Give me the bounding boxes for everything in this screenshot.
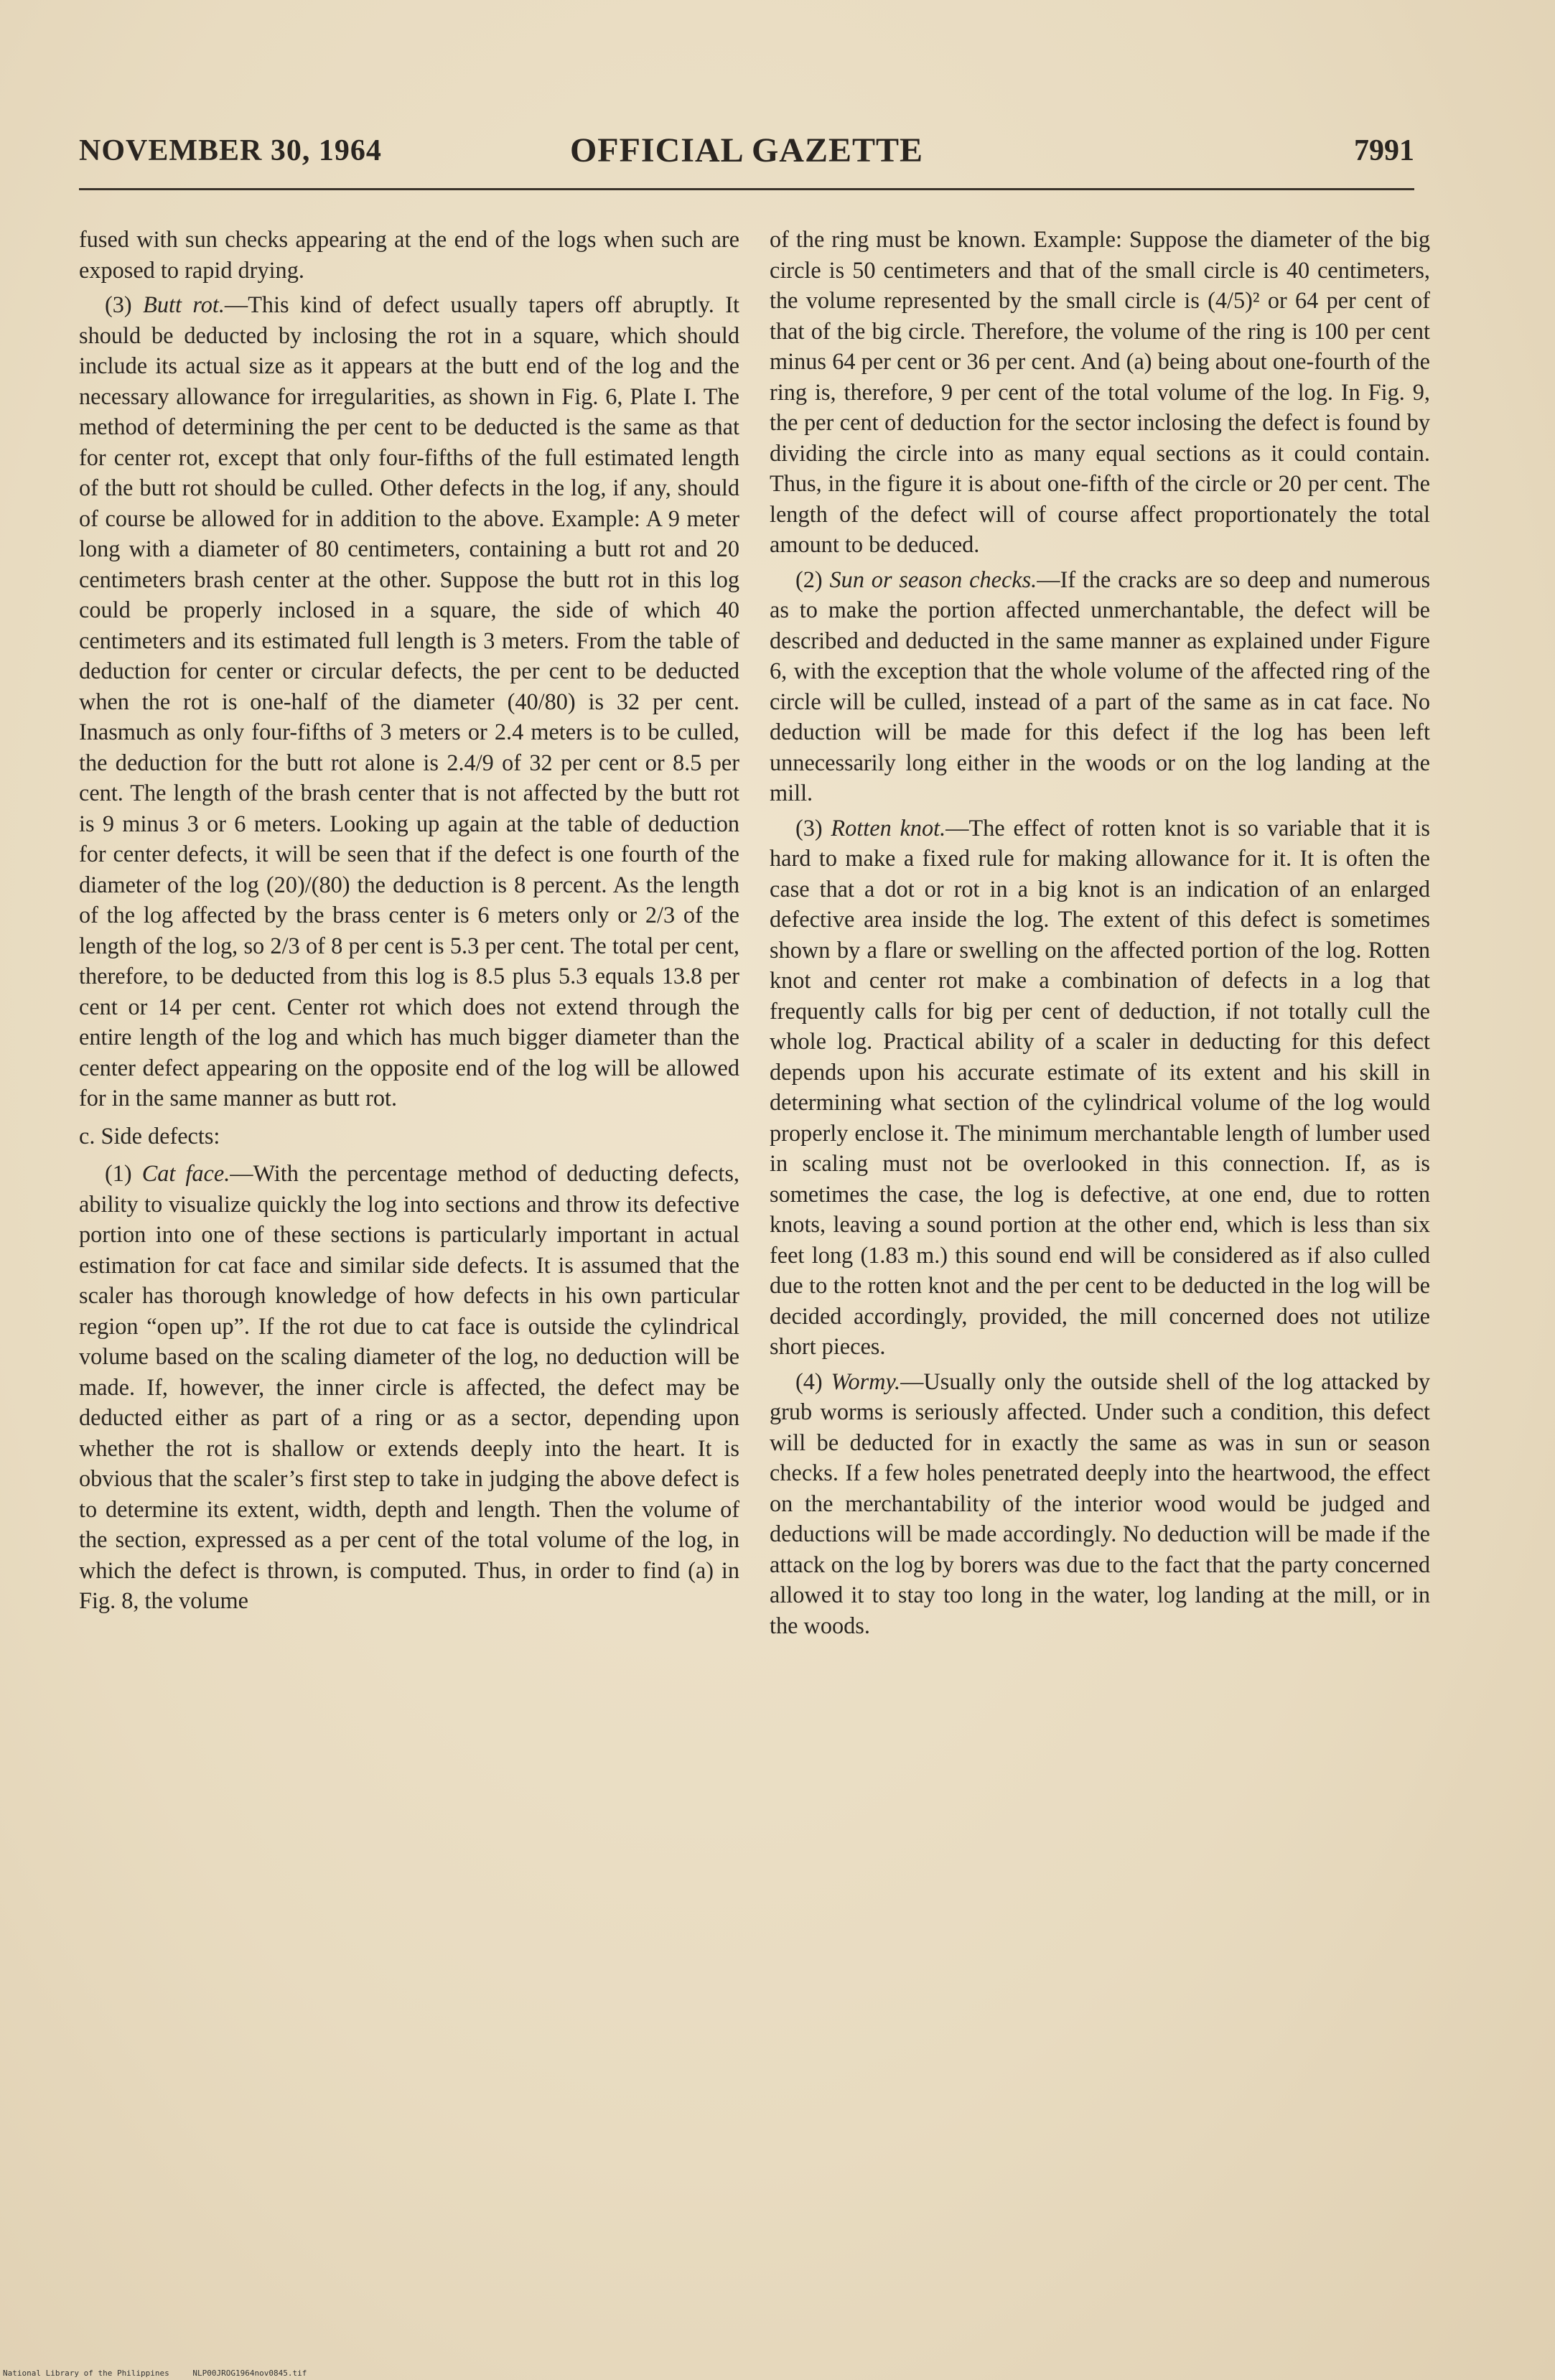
rotten-knot-heading: Rotten knot. [831, 814, 946, 841]
butt-rot-heading: Butt rot. [143, 291, 225, 317]
sun-checks-body: —If the cracks are so deep and numerous as to make the portion affected unmerchantable, the defect will be described and deducted in the same manner as explained under Figure 6, with the exception that the whole volume of the affected ring of the circle will be culled, instead of a part of the same as in cat face. No deduction will be made for this defect if the log has been left unnecessarily long either in the woods or on the log landing at the mill. [770, 566, 1431, 806]
page-header [79, 128, 1414, 178]
cat-face-paragraph [79, 1158, 739, 1616]
wormy-number: (4) [795, 1368, 831, 1394]
footer-library: National Library of the Philippines [3, 2369, 169, 2378]
butt-rot-paragraph [79, 289, 739, 1114]
rotten-knot-body: —The effect of rotten knot is so variable that it is hard to make a fixed rule for making allowance for it. It is often the case that a dot or rot in a big knot is an indication of an enlarged defective area inside the log. The extent of this defect is sometimes shown by a flare or swelling on the affected portion of the log. Rotten knot and center rot make a combination of defects in a log that frequently calls for big per cent of deduction, if not totally cull the whole log. Practical ability of a scaler in deducting for this defect depends upon his accurate estimate of its extent and his skill in determining what section of the cylindrical volume of the log would properly enclose it. The minimum merchantable length of lumber used in scaling must not be overlooked in this connection. If, as is sometimes the case, the log is defective, at one end, due to rotten knots, leaving a sound portion at the other end, which is less than six feet long (1.83 m.) this sound end will be considered as if also culled due to the rotten knot and the per cent to be deducted in the log will be decided accordingly, provided, the mill concerned does not utilize short pieces. [770, 814, 1430, 1359]
sun-checks-paragraph [770, 564, 1430, 808]
footer-file: NLP00JROG1964nov0845.tif [192, 2369, 307, 2378]
header-date: NOVEMBER 30, 1964 [79, 134, 382, 167]
wormy-body: —Usually only the outside shell of the log attacked by grub worms is seriously affected. Under such a condition, this defect will be deducted for in exactly the same as was in sun or season checks. If a few holes penetrated deeply into the heartwood, the effect on the merchantability of the interior wood would be judged and deductions will be made accordingly. No deduction will be made if the attack on the log by borers was due to the fact that the party concerned allowed it to stay too long in the water, log landing at the mill, or in the woods. [770, 1368, 1431, 1638]
butt-rot-body: —This kind of defect usually tapers off abruptly. It should be deducted by inclosing the rot in a square, which should include its actual size as it appears at the butt end of the log and the necessary allowance for irregularities, as shown in Fig. 6, Plate I. The method of determining the per cent to be deducted is the same as that for center rot, except that only four-fifths of the full estimated length of the butt rot should be culled. Other defects in the log, if any, should of course be allowed for in addition to the above. Example: A 9 meter long with a diameter of 80 centimeters, containing a butt rot and 20 centimeters brash center at the other. Suppose the butt rot in this log could be properly inclosed in a square, the side of which 40 centimeters and its estimated full length is 3 meters. From the table of deduction for center or circular defects, the per cent to be deducted when the rot is one-half of the diameter (40/80) is 32 per cent. Inasmuch as only four-fifths of 3 meters or 2.4 meters is to be culled, the deduction for the butt rot alone is 2.4/9 of 32 per cent or 8.5 per cent. The length of the brash center that is not affected by the butt rot is 9 minus 3 or 6 meters. Looking up again at the table of deduction for center defects, it will be seen that if the defect is one fourth of the diameter of the log (20)/(80) the deduction is 8 percent. As the length of the log affected by the brass center is 6 meters only or 2/3 of the length of the log, so 2/3 of 8 per cent is 5.3 per cent. The total per cent, therefore, to be deducted from this log is 8.5 plus 5.3 equals 13.8 per cent or 14 per cent. Center rot which does not extend through the entire length of the log and which has much bigger diameter than the center defect appearing on the opposite end of the log will be allowed for in the same manner as butt rot. [79, 291, 740, 1111]
header-title: OFFICIAL GAZETTE [569, 131, 924, 169]
left-column [79, 224, 739, 1620]
rotten-knot-paragraph [770, 813, 1430, 1362]
wormy-heading: Wormy. [831, 1368, 901, 1394]
wormy-paragraph [770, 1366, 1430, 1641]
header-page-number: 7991 [1354, 134, 1414, 167]
right-paragraph-1: of the ring must be known. Example: Suppose the diameter of the big circle is 50 centimeters and that of the small circle is 40 centimeters, the volume represented by the small circle is (4/5)² or 64 per cent of that of the big circle. Therefore, the volume of the ring is 100 per cent minus 64 per cent or 36 per cent. And (a) being about one-fourth of the ring is, therefore, 9 per cent of the total volume of the log. In Fig. 9, the per cent of deduction for the sector inclosing the defect is found by dividing the circle into as many equal sections as it could contain. Thus, in the figure it is about one-fifth of the circle or 20 per cent. The length of the defect will of course affect proportionately the total amount to be deduced. [770, 226, 1430, 557]
sun-checks-heading: Sun or season checks. [829, 566, 1037, 592]
cat-face-number: (1) [105, 1160, 142, 1186]
cat-face-heading: Cat face. [141, 1160, 230, 1186]
butt-rot-number: (3) [105, 291, 144, 317]
right-column [770, 224, 1430, 1645]
rotten-knot-number: (3) [795, 814, 831, 841]
sun-checks-number: (2) [795, 566, 830, 592]
cat-face-body: —With the percentage method of deducting defects, ability to visualize quickly the log into sections and throw its defective portion into one of these sections is particularly important in actual estimation for cat face and similar side defects. It is assumed that the scaler has thorough knowledge of how defects in his own particular region “open up”. If the rot due to cat face is outside the cylindrical volume based on the scaling diameter of the log, no deduction will be made. If, however, the inner circle is affected, the defect may be deducted either as part of a ring or as a sector, depending upon whether the rot is shallow or extends deeply into the heart. It is obvious that the scaler’s first step to take in judging the above defect is to determine its extent, width, depth and length. Then the volume of the section, expressed as a per cent of the total volume of the log, in which the defect is thrown, is computed. Thus, in order to find (a) in Fig. 8, the volume [79, 1160, 740, 1613]
left-paragraph-1: fused with sun checks appearing at the end of the logs when such are exposed to rapid drying. [79, 226, 739, 283]
side-defects-heading: c. Side defects: [79, 1122, 220, 1149]
scan-footer [0, 2366, 505, 2380]
header-rule [79, 188, 1414, 190]
